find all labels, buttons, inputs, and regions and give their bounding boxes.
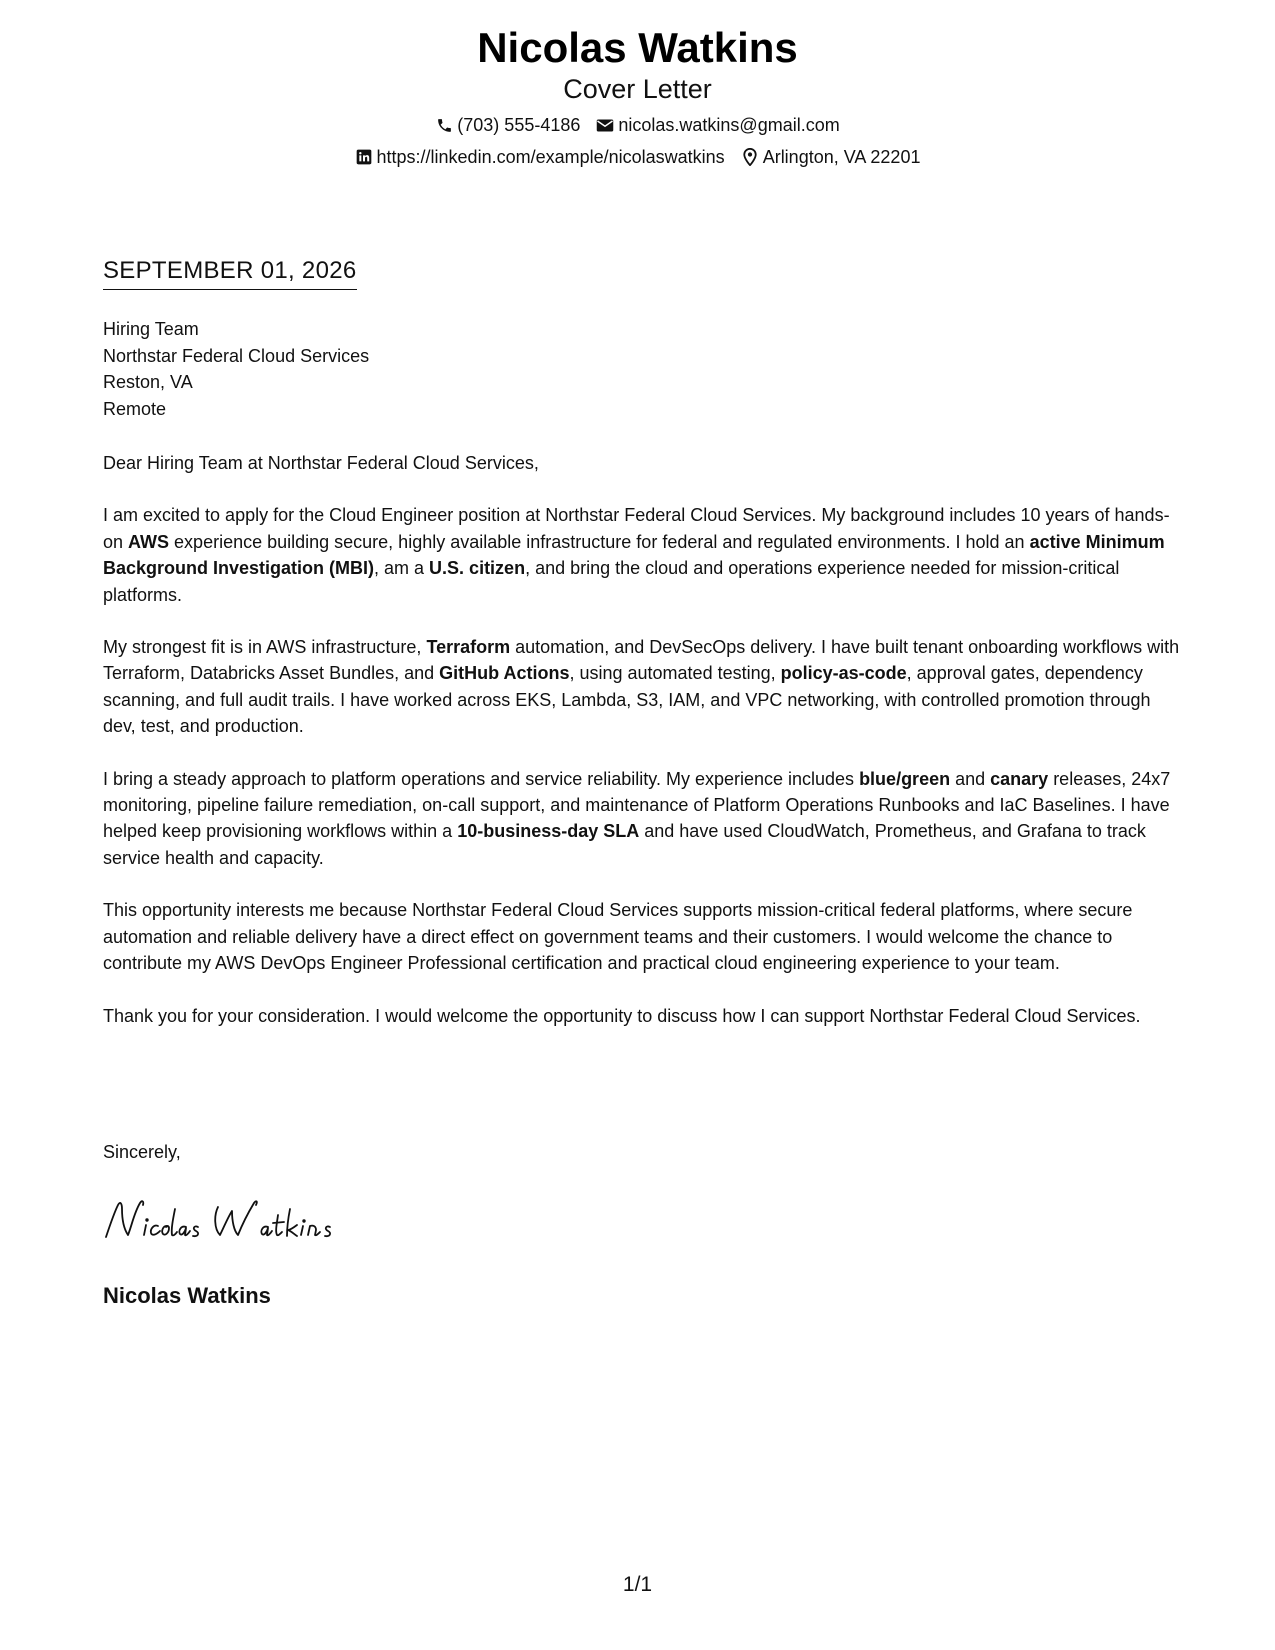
emphasis-text: AWS <box>128 531 170 552</box>
phone-icon <box>435 116 453 134</box>
contact-email <box>596 114 839 136</box>
page-number: 1/1 <box>622 1573 653 1596</box>
envelope-icon <box>596 116 614 134</box>
emphasis-text: blue/green <box>859 768 951 789</box>
emphasis-text: canary <box>990 768 1049 789</box>
recipient-block <box>103 316 369 422</box>
phone-number: (703) 555-4186 <box>457 115 581 135</box>
closing-line: Sincerely, <box>103 1142 181 1162</box>
contact-linkedin <box>355 146 725 168</box>
signer-name: Nicolas Watkins <box>103 1283 271 1308</box>
letter-header <box>0 22 1275 168</box>
contact-location <box>741 146 921 168</box>
recipient-line: Hiring Team <box>103 319 199 339</box>
document-subtitle: Cover Letter <box>563 74 712 104</box>
emphasis-text: 10-business-day SLA <box>457 821 640 842</box>
body-paragraph-3: I bring a steady approach to platform operations and service reliability. My experience includes blue/green and canary releases, 24x7 monitoring, pipeline failure remediation, on-call support, and maintenance of Platform Operations Runbooks and IaC Baselines. I have helped keep provisioning workflows within a 10-business-day SLA and have used CloudWatch, Prometheus, and Grafana to track service health and capacity. <box>103 768 1171 868</box>
emphasis-text: U.S. citizen <box>429 558 526 579</box>
body-paragraph-5: Thank you for your consideration. I would welcome the opportunity to discuss how I can support Northstar Federal Cloud Services. <box>103 1005 1141 1026</box>
linkedin-icon <box>355 148 373 166</box>
recipient-line: Reston, VA <box>103 372 193 392</box>
emphasis-text: active Minimum Background Investigation (MBI) <box>103 531 1165 579</box>
map-pin-icon <box>741 148 759 166</box>
contact-row-primary <box>0 114 1275 136</box>
contact-phone <box>435 114 580 136</box>
body-paragraph-2: My strongest fit is in AWS infrastructure, Terraform automation, and DevSecOps delivery. I have built tenant onboarding workflows with Terraform, Databricks Asset Bundles, and GitHub Actions, using automated testing, policy-as-code, approval gates, dependency scanning, and full audit trails. I have worked across EKS, Lambda, S3, IAM, and VPC networking, with controlled promotion through dev, test, and production. <box>103 637 1180 737</box>
letter-body <box>103 450 1183 1055</box>
linkedin-url[interactable]: https://linkedin.com/example/nicolaswatkins <box>376 147 725 167</box>
letter-date: SEPTEMBER 01, 2026 <box>103 256 357 290</box>
salutation: Dear Hiring Team at Northstar Federal Cloud Services, <box>103 453 539 473</box>
recipient-line: Remote <box>103 398 167 419</box>
applicant-name: Nicolas Watkins <box>477 24 798 71</box>
signature-image <box>100 1195 370 1245</box>
email-address[interactable]: nicolas.watkins@gmail.com <box>618 115 840 135</box>
emphasis-text: Terraform <box>426 637 511 658</box>
location-text: Arlington, VA 22201 <box>762 147 921 167</box>
emphasis-text: GitHub Actions <box>439 663 570 684</box>
recipient-line: Northstar Federal Cloud Services <box>103 345 370 366</box>
body-paragraph-1: I am excited to apply for the Cloud Engineer position at Northstar Federal Cloud Services. My background includes 10 years of hands-on AWS experience building secure, highly available infrastructure for federal and regulated environments. I hold an active Minimum Background Investigation (MBI), am a U.S. citizen, and bring the cloud and operations experience needed for mission-critical platforms. <box>103 505 1170 605</box>
body-paragraph-4: This opportunity interests me because Northstar Federal Cloud Services supports mission-critical federal platforms, where secure automation and reliable delivery have a direct effect on government teams and their customers. I would welcome the chance to contribute my AWS DevOps Engineer Professional certification and practical cloud engineering experience to your team. <box>103 900 1133 974</box>
contact-row-secondary <box>0 146 1275 168</box>
emphasis-text: policy-as-code <box>780 663 907 684</box>
